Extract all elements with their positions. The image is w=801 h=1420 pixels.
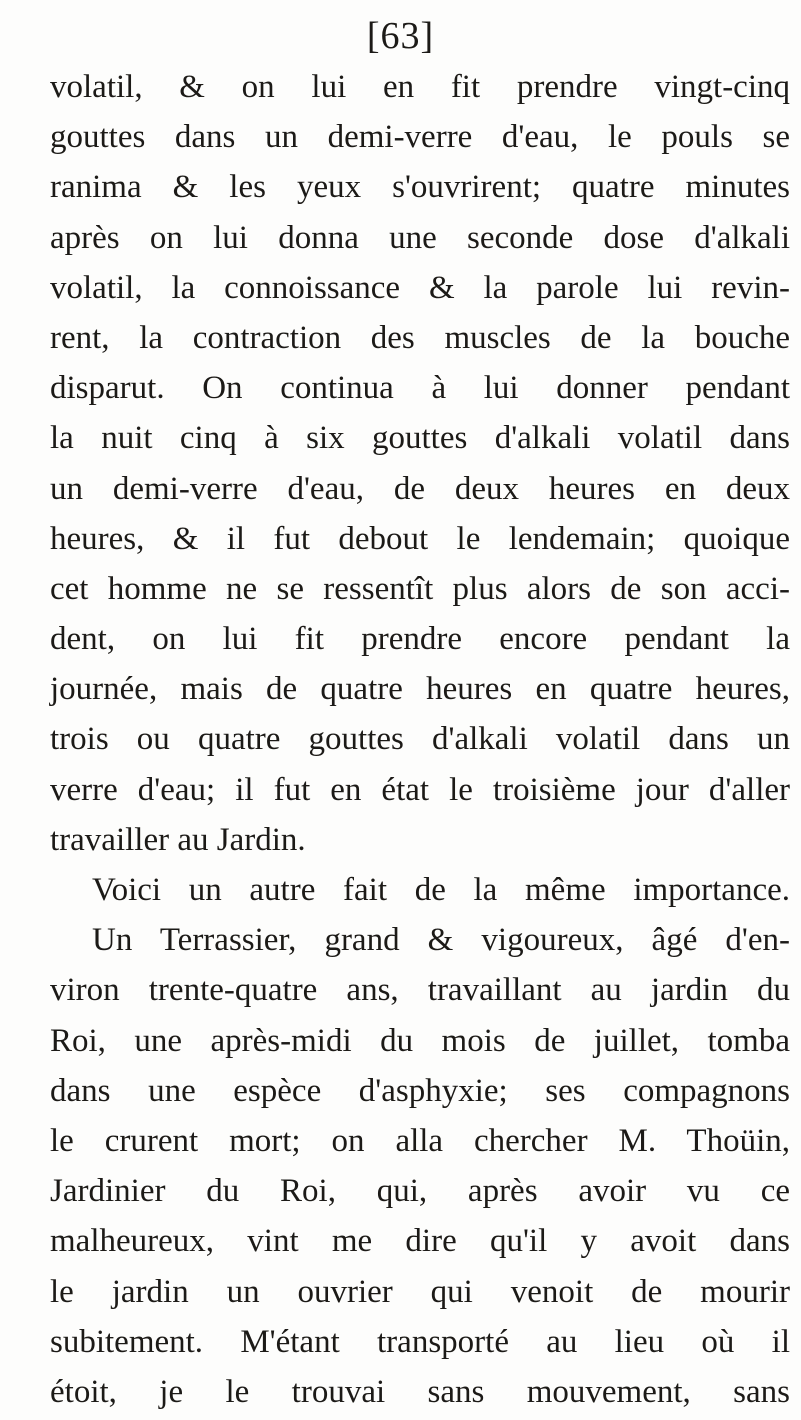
- text-line: ranima & les yeux s'ouvrirent; quatre minutes: [50, 169, 790, 206]
- text-line: Jardinier du Roi, qui, après avoir vu ce: [50, 1173, 790, 1210]
- text-line: trois ou quatre gouttes d'alkali volatil dans un: [50, 721, 790, 758]
- text-line: dans une espèce d'asphyxie; ses compagnons: [50, 1072, 790, 1109]
- text-line: dent, on lui fit prendre encore pendant la: [50, 621, 790, 658]
- text-line: Roi, une après-midi du mois de juillet, tomba: [50, 1022, 790, 1059]
- text-line: gouttes dans un demi-verre d'eau, le pouls se: [50, 119, 790, 156]
- paragraph-end-line: travailler au Jardin.: [50, 821, 306, 858]
- text-line: le jardin un ouvrier qui venoit de mourir: [50, 1273, 790, 1310]
- page-number: [63]: [366, 15, 435, 57]
- text-line: un demi-verre d'eau, de deux heures en deux: [50, 470, 790, 507]
- paragraph-start-line: Voici un autre fait de la même importance.: [92, 872, 790, 908]
- text-line: disparut. On continua à lui donner pendant: [50, 370, 790, 407]
- text-line: volatil, & on lui en fit prendre vingt-cinq: [50, 69, 790, 105]
- text-line: volatil, la connoissance & la parole lui revin-: [50, 269, 790, 306]
- text-line: subitement. M'étant transporté au lieu où il: [50, 1323, 790, 1360]
- text-line: la nuit cinq à six gouttes d'alkali volatil dans: [50, 420, 790, 457]
- body-text: [50, 62, 790, 1417]
- text-line: malheureux, vint me dire qu'il y avoit dans: [50, 1223, 790, 1260]
- text-line: le crurent mort; on alla chercher M. Thoüin,: [50, 1122, 790, 1159]
- paragraph-start-line: Un Terrassier, grand & vigoureux, âgé d'en-: [92, 922, 790, 959]
- text-line: verre d'eau; il fut en état le troisième jour d'aller: [50, 771, 790, 808]
- text-line: heures, & il fut debout le lendemain; quoique: [50, 520, 790, 557]
- text-line: journée, mais de quatre heures en quatre heures,: [50, 671, 790, 708]
- text-line: rent, la contraction des muscles de la bouche: [50, 319, 790, 356]
- text-line: après on lui donna une seconde dose d'alkali: [50, 219, 790, 256]
- text-line: viron trente-quatre ans, travaillant au jardin du: [50, 972, 790, 1009]
- text-line: étoit, je le trouvai sans mouvement, sans: [50, 1373, 790, 1410]
- text-line: cet homme ne se ressentît plus alors de son acci-: [50, 570, 790, 607]
